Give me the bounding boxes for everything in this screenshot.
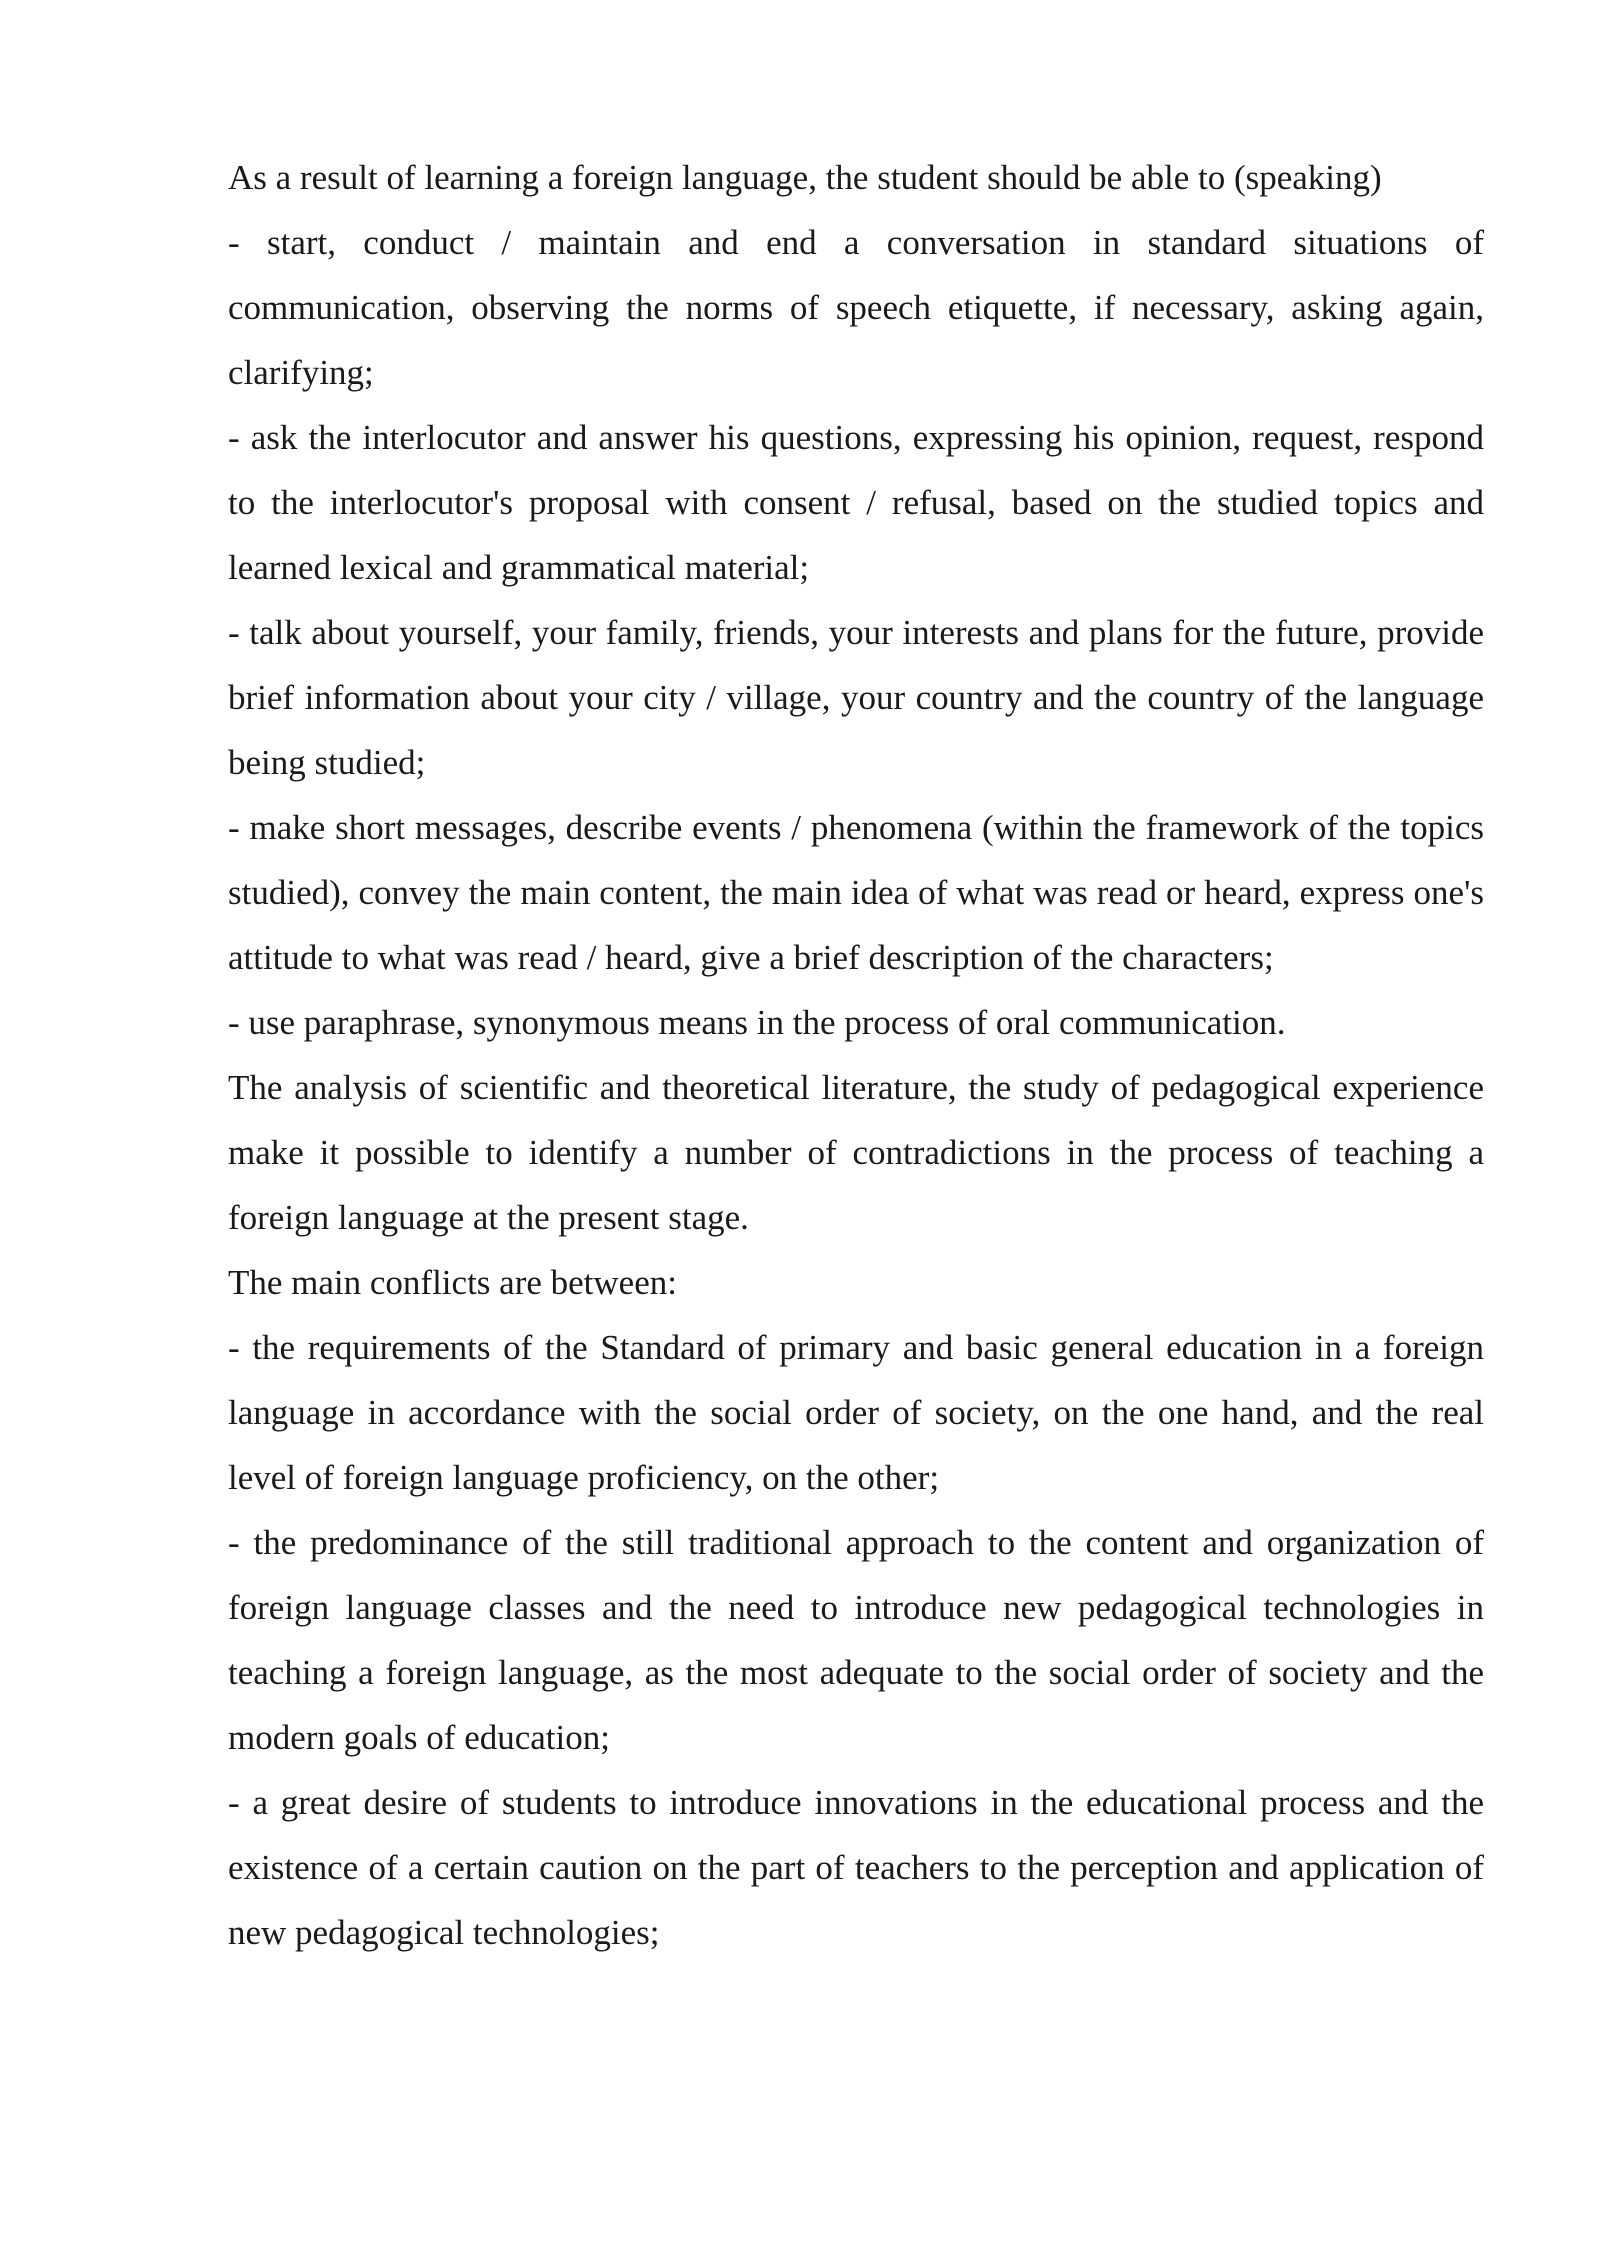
- list-item-interlocutor: - ask the interlocutor and answer his questions, expressing his opinion, request, respond to the interlocutor's proposal with consent / refusal, based on the studied topics and learned lexical and grammatical material;: [228, 418, 1484, 587]
- list-item-short-messages: - make short messages, describe events / phenomena (within the framework of the topics studied), convey the main content, the main idea of what was read or heard, express one's attitude to what was read / heard, give a brief description of the characters;: [228, 808, 1484, 977]
- list-item-talk-about-yourself: - talk about yourself, your family, friends, your interests and plans for the future, provide brief information about your city / village, your country and the country of the language being studied;: [228, 613, 1484, 782]
- paragraph-analysis: The analysis of scientific and theoretical literature, the study of pedagogical experience make it possible to identify a number of contradictions in the process of teaching a foreign language at the present stage.: [228, 1068, 1484, 1237]
- list-item-standard-requirements: - the requirements of the Standard of primary and basic general education in a foreign language in accordance with the social order of society, on the one hand, and the real level of foreign language proficiency, on the other;: [228, 1328, 1484, 1497]
- list-item-student-desire: - a great desire of students to introduce innovations in the educational process and the existence of a certain caution on the part of teachers to the perception and application of new pedagogical technologies;: [228, 1783, 1484, 1952]
- list-item-traditional-approach: - the predominance of the still traditional approach to the content and organization of foreign language classes and the need to introduce new pedagogical technologies in teaching a foreign language, as the most adequate to the social order of society and the modern goals of education;: [228, 1523, 1484, 1757]
- paragraph-main-conflicts: The main conflicts are between:: [228, 1263, 677, 1302]
- list-item-conversation: - start, conduct / maintain and end a conversation in standard situations of communication, observing the norms of speech etiquette, if necessary, asking again, clarifying;: [228, 223, 1484, 392]
- paragraph-intro: As a result of learning a foreign language, the student should be able to (speaking): [228, 158, 1382, 197]
- body-text: [228, 145, 1484, 1965]
- list-item-paraphrase: - use paraphrase, synonymous means in the process of oral communication.: [228, 1003, 1286, 1042]
